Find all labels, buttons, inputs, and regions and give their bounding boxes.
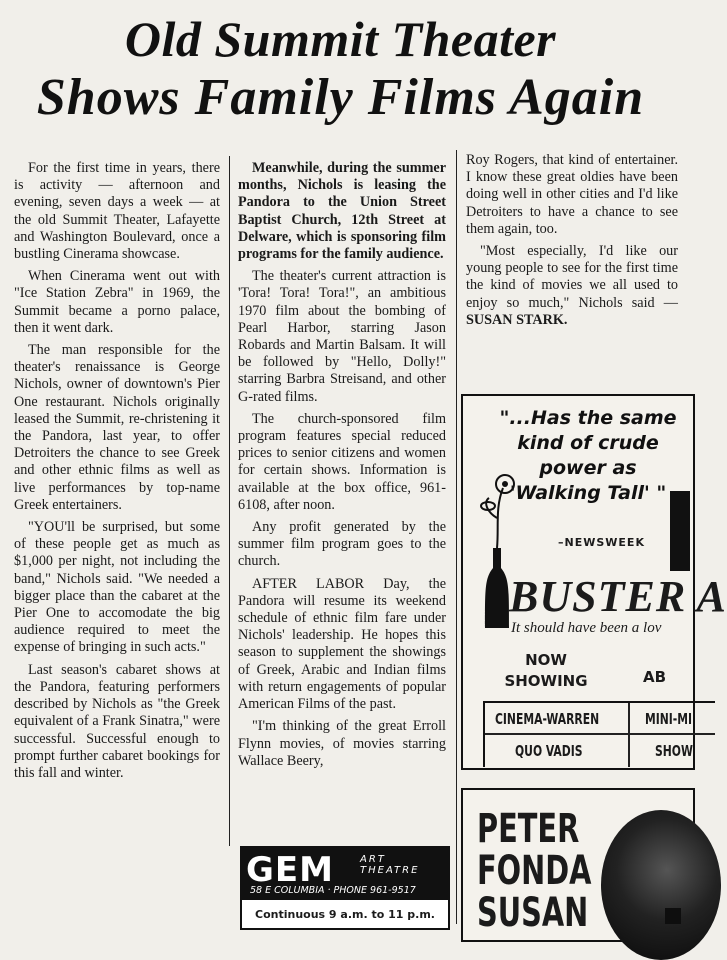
theater-name: CINEMA-WARREN (495, 710, 600, 728)
paragraph: Last season's cabaret shows at the Pandora, featuring performers described by Nichols as "the Greek equivalent of a Frank Sinatra," were successful. Successful enough to prompt further cabaret bookings for this fall and winter. (14, 661, 220, 781)
gem-logo: GEM (246, 850, 334, 890)
article-column-3 (466, 152, 678, 334)
paragraph: Any profit generated by the summer film program goes to the church. (238, 519, 446, 570)
movie-title: BUSTER A (509, 572, 727, 621)
theater-name: QUO VADIS (515, 742, 583, 760)
paragraph-bold: Meanwhile, during the summer months, Nichols is leasing the Pandora to the Union Street Baptist Church, 12th Street at Delware, which is sponsoring film programs for the family audience. (238, 160, 446, 263)
headline (0, 10, 681, 128)
black-bar (670, 491, 690, 571)
paragraph: The theater's current attraction is 'Tora! Tora! Tora!", an ambitious 1970 film about the bombing of Pearl Harbor, starring Jason Robards and Martin Balsam. It will be followed by "Hello, Dolly!" starring Barbra Streisand, and other G-rated films. (238, 268, 446, 405)
paragraph: The man responsible for the theater's renaissance is George Nichols, owner of downtown's Pier One restaurant. Nichols originally leased the Summit, re-christening it the Pandora, last year, to offer Detroiters the chance to see Greek and other ethnic films as well as live performances by top-name Greek entertainers. (14, 342, 220, 513)
paragraph (466, 243, 678, 329)
peter-fonda-advertisement (461, 788, 695, 942)
actor-line: PETER (477, 806, 580, 852)
actor-line: SUSAN (477, 890, 589, 936)
gem-banner (242, 848, 448, 900)
now-showing-label: NOW SHOWING (504, 651, 588, 690)
gem-address: 58 E COLUMBIA · PHONE 961-9517 (250, 885, 416, 896)
actor-names (477, 808, 591, 934)
theater-name: SHOW (655, 742, 693, 760)
column-rule-2 (456, 150, 457, 924)
gem-theatre-advertisement (240, 846, 450, 930)
paragraph: When Cinerama went out with "Ice Station Zebra" in 1969, the Summit became a porno palace, then it went dark. (14, 268, 220, 336)
movie-tagline: It should have been a lov (511, 620, 662, 636)
headline-line-2: Shows Family Films Again (36, 69, 645, 126)
actor-line: FONDA (477, 848, 592, 894)
byline: SUSAN STARK. (466, 311, 568, 328)
column-rule-1 (229, 156, 230, 846)
theater-name: MINI-MI (645, 710, 693, 728)
grid-line (628, 703, 630, 767)
theater-grid (483, 701, 715, 767)
paragraph: The church-sponsored film program features special reduced prices to senior citizens and women for certain shows. Information is available at the box office, 961-6108, after noon. (238, 410, 446, 513)
review-source: –NEWSWEEK (558, 536, 645, 549)
article-column-1 (14, 160, 220, 787)
actor-photo (601, 810, 721, 960)
paragraph: AFTER LABOR Day, the Pandora will resume its weekend schedule of ethnic film fare under Nichols' leadership. He hopes this season to supplement the showings of Greek, Arabic and Indian films with return engagements of popular American Films of the past. (238, 575, 446, 713)
paragraph: For the first time in years, there is activity — afternoon and evening, seven days a week — at the old Summit Theater, Lafayette and Washington Boulevard, once a bustling Cinerama showcase. (14, 160, 220, 263)
paragraph: Roy Rogers, that kind of entertainer. I know these great oldies have been doing well in other cities and I'd like Detroiters to have a chance to see them again, too. (466, 152, 678, 237)
headline-line-1: Old Summit Theater (124, 11, 557, 67)
review-quote: "...Has the same kind of crude power as 'Walking Tall' " (499, 407, 677, 504)
paragraph: "I'm thinking of the great Erroll Flynn movies, of movies starring Wallace Beery, (238, 718, 446, 769)
paragraph-text: "Most especially, I'd like our young people to see for the first time the kind of movies we all used to enjoy so much," Nichols said — (466, 243, 678, 311)
grid-line (485, 733, 715, 735)
buster-advertisement (461, 394, 727, 770)
gem-hours: Continuous 9 a.m. to 11 p.m. (255, 908, 435, 921)
theater-partial-header: AB (643, 668, 667, 686)
article-column-2 (238, 160, 446, 775)
gem-subtitle: ART THEATRE (360, 854, 420, 876)
corner-mark (665, 908, 681, 924)
paragraph: "YOU'll be surprised, but some of these people get as much as $1,000 per night, not including the band," Nichols said. "We needed a bigger place than the cabaret at the Pier One to accomodate the big audience required to meet the expense of bringing in such acts." (14, 519, 220, 656)
